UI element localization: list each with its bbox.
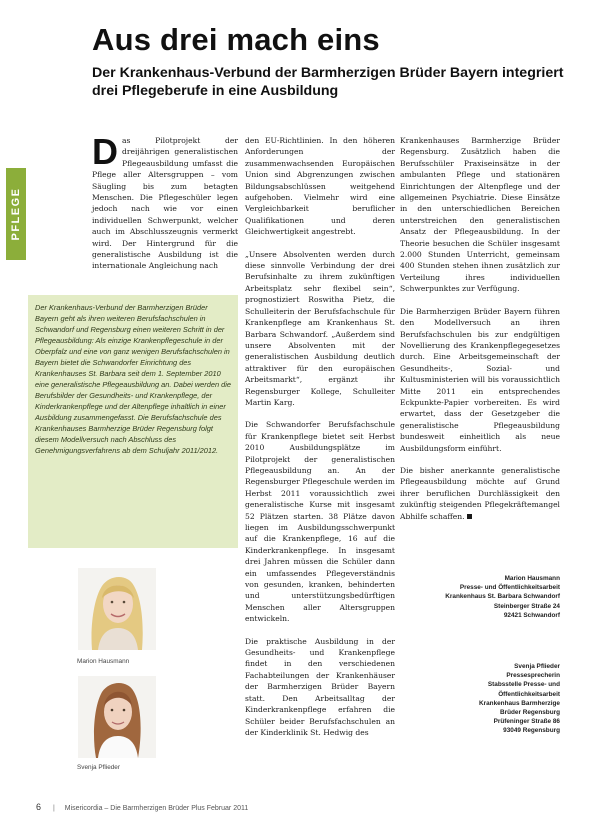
contact-line: Marion Hausmann <box>504 575 560 582</box>
paragraph: Krankenhauses Barmherzige Brüder Regensburg. Zusätzlich haben die Berufsschüler Praxiseinsätze in der ambulanten Pflege und stationären Einrichtungen der Altenpflege und der allgemeinen Psychiatrie. Diese Einsätze in den unterschiedlichen Bereichen unterstreichen den generalistischen Ansatz der Pflegeausbildung. In der Theorie besuchen die Schüler insgesamt 2.000 Stunden Unterricht, gemeinsam 400 Stunden stehen ihnen zusätzlich zur Verteilung ihres individuellen Schwerpunktes zur Verfügung. <box>400 136 560 294</box>
section-tab <box>6 168 26 260</box>
paragraph: Die Schwandorfer Berufsfachschule für Krankenpflege bietet seit Herbst 2010 Ausbildungsplätze im Pilotprojekt der generalistischen Pflegeausbildung an. An der Regensburger Pflegeschule werden im Herbst 2011 voraussichtlich zwei generalistische Kurse mit insgesamt 52 Plätzen starten. 38 Plätze davon liegen im Ausbildungsschwerpunkt auf die Krankenpflege, 16 auf die Kinderkrankenpflege. In insgesamt drei Jahren müssen die Schüler dann ein umfassendes Pflegeverständnis von gesunden, kranken, behinderten und unterstützungsbedürftigen Menschen aller Altersgruppen entwickeln. <box>245 420 395 624</box>
article-subtitle: Der Krankenhaus-Verbund der Barmherzigen Brüder Bayern integriert drei Pflegeberufe in eine Ausbildung <box>92 65 564 99</box>
contact-line: Prüfeninger Straße 86 <box>493 718 560 726</box>
contact-block <box>410 662 560 736</box>
contact-line: Steinberger Straße 24 <box>493 602 560 610</box>
contact-line: 93049 Regensburg <box>503 727 560 735</box>
contact-block <box>410 574 560 620</box>
paragraph: „Unsere Absolventen werden durch diese sinnvolle Verbindung der drei Berufsinhalte zu ihrem zukünftigen Arbeitsplatz sehr flexibel sein“, prognostiziert Roswitha Pietz, die Schulleiterin der Berufsfachschule für Krankenpflege am Krankenhaus St. Barbara Schwandorf. „Außerdem sind unsere Absolventen mit der generalistischen Ausbildung deutlich attraktiver für den europäischen Arbeitsmarkt“, ergänzt ihr Regensburger Kollege, Schulleiter Martin Karg. <box>245 249 395 407</box>
article-title: Aus drei mach eins <box>92 22 380 57</box>
paragraph: Die praktische Ausbildung in der Gesundheits- und Krankenpflege findet in den verschiedenen Fachabteilungen der Krankenhäuser der Barmherzigen Brüder Bayern statt. Den Arbeitsalltag der Kinderkrankenpflege erfahren die Schüler beider Berufsfachschulen an der Kinderklinik St. Hedwig des <box>245 636 395 737</box>
section-tab-label: PFLEGE <box>10 187 22 241</box>
contact-line: Stabsstelle Presse- und <box>487 681 560 689</box>
portrait-photo <box>78 568 156 650</box>
page-number: 6 <box>36 802 42 812</box>
photo-caption: Marion Hausmann <box>77 658 130 665</box>
intro-box-text: Der Krankenhaus-Verbund der Barmherzigen Brüder Bayern geht als ihren weiteren Berufsfachschulen in Schwandorf und Regensburg einen weiteren Schritt in der Pflegeausbildung: Als einzige Krankenpflegeschule in der Oberpfalz und eine von ganz wenigen Berufsfachschulen in Bayern bietet die Schwandorfer Einrichtung des Krankenhauses St. Barbara seit dem 1. September 2010 eine generalistische Pflegeausbildung an. Dabei werden die Berufsbilder der Gesundheits- und Krankenpflege, der Kinderkrankenpflege und der Altenpflege inhaltlich in einer Ausbildung zusammengefasst. Die Berufsfachschule des Krankenhauses Barmherzige Brüder Regensburg folgt diesem Modellversuch nach Abschluss des Genehmigungsverfahrens ab dem Schuljahr 2011/2012. <box>35 303 231 455</box>
paragraph: as Pilotprojekt der dreijährigen generalistischen Pflegeausbildung umfasst die Pflege aller Altersgruppen – vom Säugling bis zum betagten Menschen. Die Pflegeschüler legen jedoch nach wie vor einen individuellen Schwerpunkt, welcher auch im Abschlusszeugnis vermerkt wird. Der Hintergrund für die generalistische Ausbildung ist die internationale Angleichung nach <box>92 136 238 271</box>
contact-line: Krankenhaus St. Barbara Schwandorf <box>445 593 560 601</box>
paragraph: Die bisher anerkannte generalistische Pflegeausbildung möchte auf Grund ihrer beruflichen Durchlässigkeit den zukünftig steigenden Pflegekräftemangel Abhilfe schaffen. <box>400 465 560 521</box>
contact-line: 92421 Schwandorf <box>503 611 560 619</box>
drop-cap: D <box>92 131 118 172</box>
article-column-1 <box>92 131 238 283</box>
publication-name: Misericordia – Die Barmherzigen Brüder Plus Februar 2011 <box>64 805 249 812</box>
article-column-3 <box>400 135 560 533</box>
footer-separator: | <box>52 805 55 812</box>
end-mark-icon <box>467 514 472 519</box>
portrait-photo <box>78 676 156 758</box>
contact-line: Svenja Pflieder <box>514 663 560 670</box>
contact-line: Öffentlichkeitsarbeit <box>498 690 560 698</box>
page-footer <box>36 802 248 812</box>
paragraph: Die Barmherzigen Brüder Bayern führen den Modellversuch an ihren Berufsfachschulen bis zur endgültigen Novellierung des Krankenpflegegesetzes durch. Eine Arbeitsgemeinschaft der Gesundheits-, Sozial- und Kultusministerien will bis voraussichtlich Mitte 2011 ein entsprechendes Eckpunkte-Papier vorbereiten. Es wird erwartet, dass der Gesetzgeber die generalistische Pflegeausbildung bundesweit einheitlich als neue Ausbildungsform einführt. <box>400 306 560 453</box>
article-column-2 <box>245 135 395 749</box>
contact-line: Pressesprecherin <box>506 672 560 680</box>
photo-caption: Svenja Pflieder <box>77 764 120 771</box>
paragraph: den EU-Richtlinien. In den höheren Anforderungen der zusammenwachsenden Europäischen Union sind Abgrenzungen zwischen Bildungsabschlüssen weitgehend aufgehoben. Vielmehr wird eine Vergleichbarkeit beruflicher Qualifikationen und deren Gleichwertigkeit angestrebt. <box>245 136 395 237</box>
contact-line: Presse- und Öffentlichkeitsarbeit <box>459 584 560 592</box>
contact-line: Brüder Regensburg <box>499 709 560 717</box>
contact-line: Krankenhaus Barmherzige <box>479 699 560 707</box>
